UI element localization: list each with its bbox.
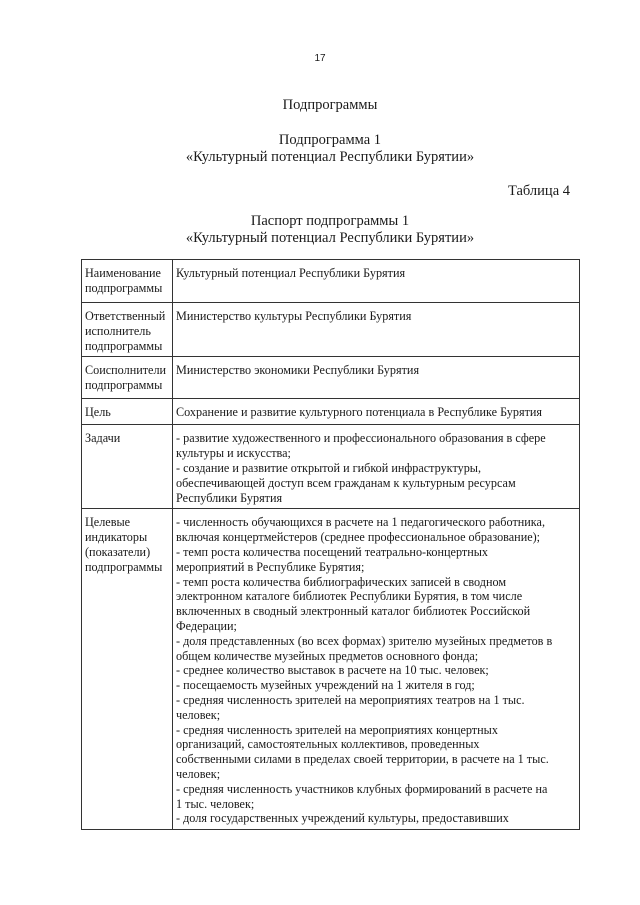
table-row	[82, 399, 580, 425]
value-line: включенных в сводный электронный каталог библиотек Российской	[176, 604, 531, 619]
value-line: - средняя численность участников клубных формирований в расчете на	[176, 781, 548, 796]
value-line: - доля представленных (во всех формах) зрителю музейных предметов в	[176, 633, 553, 648]
row-value	[173, 425, 580, 509]
value-line: - численность обучающихся в расчете на 1 педагогического работника,	[176, 515, 546, 530]
value-line: - создание и развитие открытой и гибкой инфраструктуры,	[176, 460, 482, 475]
row-value	[173, 399, 580, 425]
label-line: Наименование	[85, 266, 161, 280]
value-line: Республики Бурятия	[176, 490, 283, 505]
table-row	[82, 357, 580, 399]
value-line: Министерство культуры Республики Бурятия	[176, 309, 412, 323]
subprogram-name: «Культурный потенциал Республики Бурятии»	[185, 149, 475, 165]
row-value	[173, 357, 580, 399]
value-line: - темп роста количества библиографических записей в сводном	[176, 574, 507, 589]
table-label: Таблица 4	[507, 183, 570, 199]
label-line: подпрограммы	[85, 338, 163, 353]
value-line: - темп роста количества посещений театрально-концертных	[176, 544, 489, 559]
label-line: Целевые	[85, 515, 131, 530]
value-line: электронном каталоге библиотек Республики Бурятия, в том числе	[176, 589, 523, 604]
value-line: - доля государственных учреждений культуры, предоставивших	[176, 811, 509, 826]
label-line: Ответственный	[85, 309, 166, 323]
label-line: (показатели)	[85, 544, 151, 559]
value-line: обеспечивающей доступ всем гражданам к культурным ресурсам	[176, 475, 516, 490]
row-label	[82, 260, 173, 303]
row-label	[82, 303, 173, 357]
label-line: Соисполнители	[85, 363, 167, 378]
value-line: 1 тыс. человек;	[176, 796, 255, 811]
value-line: Культурный потенциал Республики Бурятия	[176, 266, 406, 280]
label-line: Цель	[85, 405, 111, 420]
table-row	[82, 509, 580, 830]
label-line: исполнитель	[85, 323, 151, 338]
row-value	[173, 509, 580, 830]
section-heading: Подпрограммы	[282, 97, 378, 113]
label-line: подпрограммы	[85, 559, 163, 574]
label-line: индикаторы	[85, 530, 148, 545]
label-line: подпрограммы	[85, 378, 163, 393]
value-line: - среднее количество выставок в расчете на 10 тыс. человек;	[176, 663, 489, 678]
row-label	[82, 399, 173, 425]
passport-name: «Культурный потенциал Республики Бурятии»	[185, 230, 475, 246]
label-line: подпрограммы	[85, 280, 163, 295]
value-line: человек;	[176, 707, 221, 722]
value-line: - посещаемость музейных учреждений на 1 жителя в год;	[176, 678, 475, 693]
page-number: 17	[314, 53, 326, 64]
value-line: - средняя численность зрителей на мероприятиях концертных	[176, 722, 498, 737]
value-line: человек;	[176, 766, 221, 781]
value-line: культуры и искусства;	[176, 446, 291, 461]
table-row	[82, 303, 580, 357]
row-value	[173, 260, 580, 303]
label-line: Задачи	[85, 431, 121, 446]
row-label	[82, 425, 173, 509]
value-line: Сохранение и развитие культурного потенциала в Республике Бурятия	[176, 405, 543, 420]
passport-table	[81, 259, 580, 830]
value-line: организаций, самостоятельных коллективов, проведенных	[176, 737, 480, 752]
value-line: общем количестве музейных предметов основного фонда;	[176, 648, 479, 663]
row-label	[82, 509, 173, 830]
value-line: мероприятий в Республике Бурятия;	[176, 559, 365, 574]
value-line: Министерство экономики Республики Бурятия	[176, 363, 420, 378]
value-line: собственными силами в пределах своей территории, в расчете на 1 тыс.	[176, 752, 549, 767]
value-line: - развитие художественного и профессионального образования в сфере	[176, 431, 546, 446]
value-line: включая концертмейстеров (среднее профессиональное образование);	[176, 530, 541, 545]
value-line: - средняя численность зрителей на мероприятиях театров на 1 тыс.	[176, 692, 525, 707]
table-row	[82, 425, 580, 509]
row-label	[82, 357, 173, 399]
subprogram-title: Подпрограмма 1	[278, 132, 382, 148]
passport-title: Паспорт подпрограммы 1	[250, 213, 410, 229]
table-row	[82, 260, 580, 303]
value-line: Федерации;	[176, 618, 237, 633]
row-value	[173, 303, 580, 357]
